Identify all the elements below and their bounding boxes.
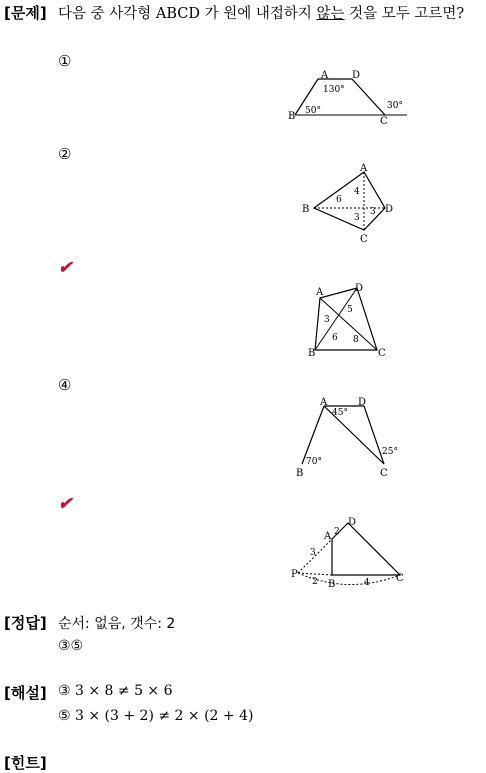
option-4-marker[interactable]: ④ (58, 376, 72, 394)
segment-4: 4 (354, 187, 360, 197)
label-A: A (321, 70, 329, 81)
label-B: B (328, 579, 336, 590)
problem-text-underlined: 않는 (316, 6, 345, 22)
angle-B: 70° (306, 457, 322, 467)
label-P: P (291, 569, 298, 580)
label-A: A (320, 397, 328, 408)
segment-8: 8 (353, 335, 359, 345)
label-B: B (296, 468, 304, 479)
segment-3: 3 (324, 315, 330, 325)
segment-3b: 3 (370, 207, 376, 217)
option-1-marker[interactable]: ① (58, 52, 72, 70)
answer-choices: ③⑤ (58, 638, 84, 654)
option-5-marker[interactable] (58, 494, 72, 514)
label-C: C (380, 468, 388, 479)
angle-B: 50° (305, 106, 321, 116)
answer-summary: 순서: 없음, 갯수: 2 (58, 616, 176, 632)
explanation-tag: [해설] (4, 684, 47, 702)
segment-5: 5 (347, 305, 353, 315)
label-C: C (360, 234, 368, 244)
problem-text-part2: 것을 모두 고르면? (344, 6, 465, 22)
segment-PA: 3 (310, 548, 316, 558)
problem-text (58, 2, 464, 23)
label-C: C (396, 573, 404, 584)
label-A: A (360, 163, 368, 174)
segment-AD: 2 (334, 527, 340, 537)
segment-BC: 4 (364, 578, 370, 588)
option-3-marker[interactable] (58, 258, 72, 278)
label-C: C (380, 116, 388, 127)
angle-A: 130° (323, 85, 345, 95)
label-D: D (352, 70, 361, 81)
hint-tag: [힌트] (4, 754, 47, 772)
option-5-figure (290, 515, 410, 590)
option-2-marker[interactable]: ② (58, 145, 72, 163)
label-D: D (355, 283, 364, 294)
answer-tag: [정답] (4, 614, 47, 632)
label-D: D (385, 204, 394, 215)
segment-PB: 2 (312, 577, 318, 587)
angle-A: 45° (332, 408, 348, 418)
problem-text-part1: 다음 중 사각형 ABCD 가 원에 내접하지 (58, 6, 317, 22)
option-4-figure (294, 396, 404, 480)
option-3-figure (305, 282, 395, 360)
checkmark-icon: ✔ (58, 258, 73, 278)
option-1-figure (285, 68, 415, 128)
problem-tag: [문제] (4, 4, 47, 22)
label-C: C (378, 348, 386, 359)
explanation-line-1: ③ 3 × 8 ≠ 5 × 6 (58, 683, 173, 699)
option-2-figure (300, 162, 400, 244)
angle-C: 25° (382, 447, 398, 457)
label-B: B (288, 111, 296, 122)
label-D: D (358, 397, 367, 408)
segment-6: 6 (336, 195, 342, 205)
explanation-line-2: ⑤ 3 × (3 + 2) ≠ 2 × (2 + 4) (58, 708, 254, 724)
label-A: A (316, 287, 324, 298)
segment-6: 6 (332, 333, 338, 343)
label-A: A (324, 531, 332, 542)
angle-C: 30° (387, 101, 403, 111)
segment-3a: 3 (354, 213, 360, 223)
checkmark-icon: ✔ (58, 494, 73, 514)
label-B: B (302, 204, 310, 215)
label-D: D (348, 517, 357, 528)
label-B: B (308, 348, 316, 359)
